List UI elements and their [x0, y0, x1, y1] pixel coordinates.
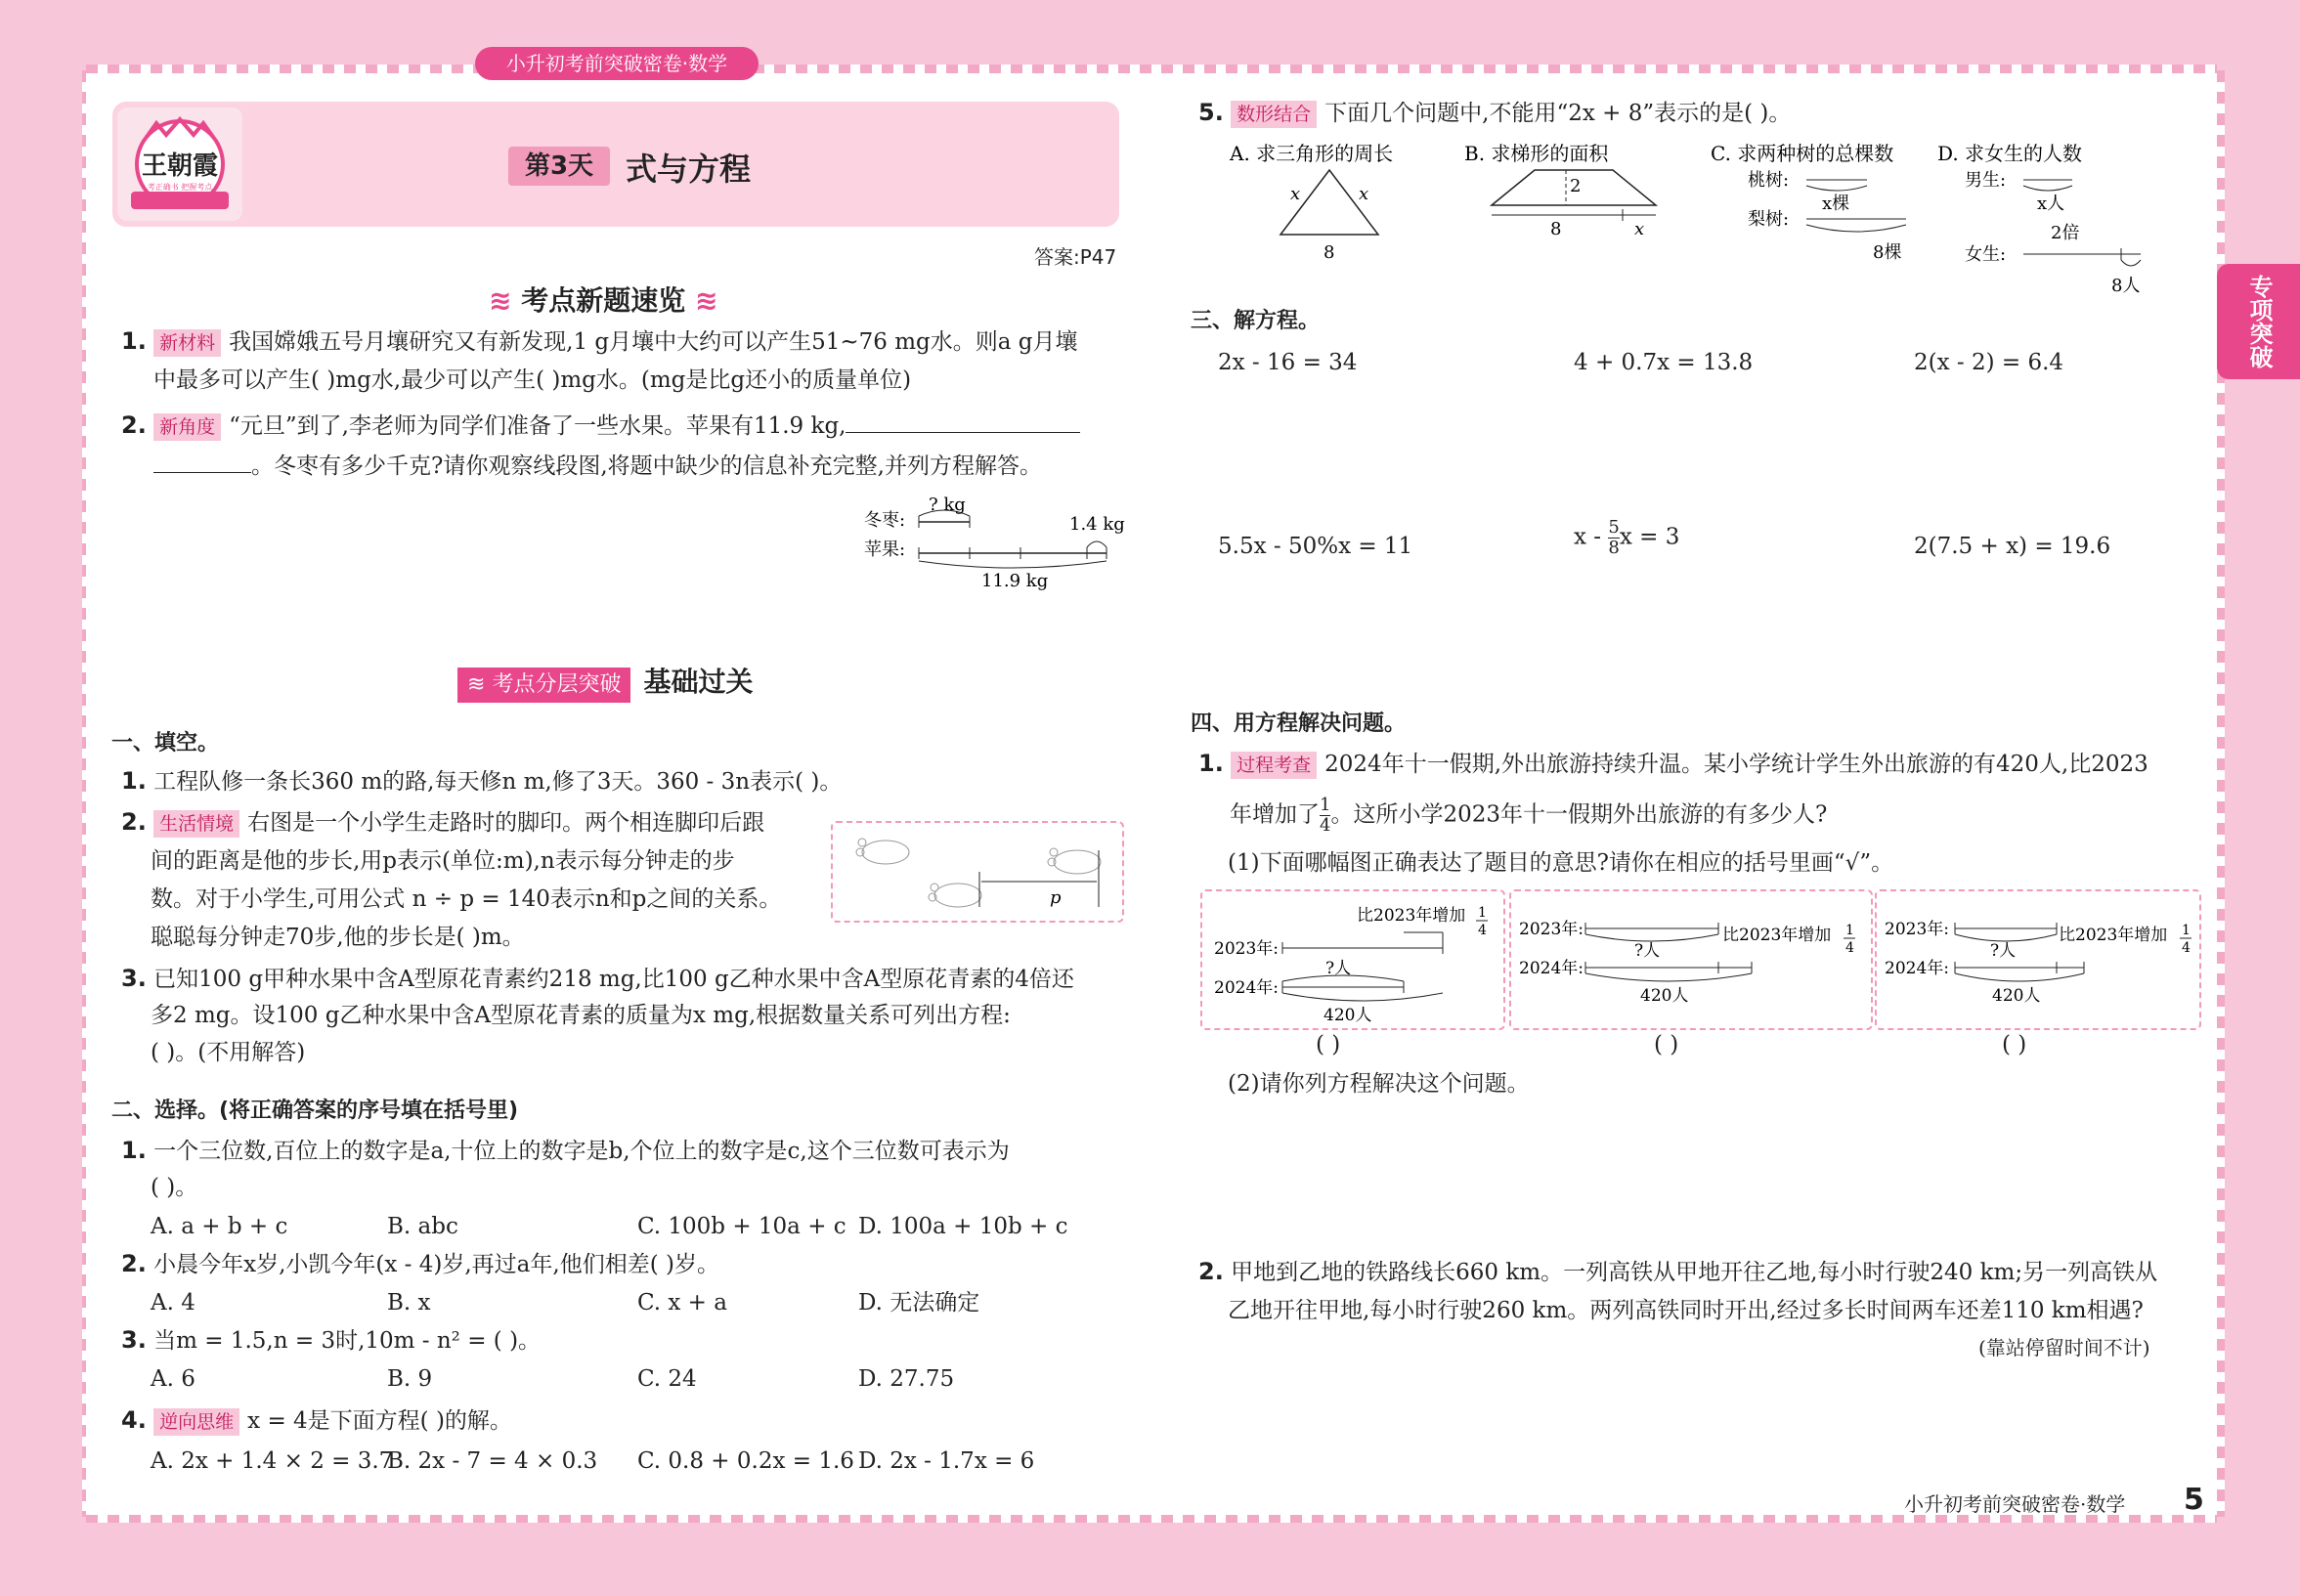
answer-blank[interactable]	[846, 432, 1080, 433]
apply-title: 四、用方程解决问题。	[1191, 712, 1407, 736]
section-badge: ≋ 考点分层突破	[457, 668, 630, 703]
apply-q1: 1. 过程考查 2024年十一假期,外出旅游持续升温。某小学统计学生外出旅游的有420人,比2023	[1198, 750, 2148, 777]
choice-q3: 3. 当m = 1.5,n = 3时,10m - n² = ( )。	[121, 1326, 542, 1354]
logo-text: 王朝霞	[141, 151, 219, 181]
day-badge: 第3天	[508, 147, 610, 186]
answer-paren-1[interactable]: ( )	[1316, 1032, 1341, 1057]
choice-q4-optB[interactable]: B. 2x - 7 = 4 × 0.3	[387, 1448, 598, 1474]
answer-reference: 答案:P47	[1034, 245, 1117, 269]
choice-q1-optB[interactable]: B. abc	[387, 1214, 458, 1239]
svg-text:x: x	[1290, 184, 1301, 204]
top-banner: 小升初考前突破密卷·数学	[475, 47, 759, 80]
choice-q3-optB[interactable]: B. 9	[387, 1366, 433, 1392]
apply-q2-line2: 乙地开往甲地,每小时行驶260 km。两列高铁同时开出,经过多长时间两车还差110 km相遇?	[1228, 1298, 2144, 1323]
choice-q3-optA[interactable]: A. 6	[151, 1366, 195, 1392]
equation-5: x - $\frac{5}{8}$ x = 3	[1574, 517, 1680, 558]
svg-text:2024年:: 2024年:	[1519, 959, 1584, 978]
choice-q4: 4. 逆向思维 x = 4是下面方程( )的解。	[121, 1406, 512, 1434]
choice-q4-optA[interactable]: A. 2x + 1.4 × 2 = 3.7	[151, 1448, 394, 1474]
fill-q2-line2: 间的距离是他的步长,用p表示(单位:m),n表示每分钟走的步	[151, 848, 735, 874]
question-s1-1-line2: 中最多可以产生( )mg水,最少可以产生( )mg水。(mg是比g还小的质量单位)	[153, 367, 912, 393]
diagram-label: 1.4 kg	[1069, 514, 1125, 535]
diagram-label: 苹果:	[864, 539, 906, 560]
tag-label: 新角度	[153, 413, 221, 441]
fill-q3: 3. 已知100 g甲种水果中含A型原花青素约218 mg,比100 g乙种水果中含A型原花青素的4倍还	[121, 965, 1074, 992]
tag-label: 数形结合	[1231, 101, 1317, 128]
fill-q2-line3: 数。对于小学生,可用公式 n ÷ p = 140表示n和p之间的关系。	[151, 886, 782, 912]
segment-diagram-fruit	[860, 493, 1134, 590]
equation-1: 2x - 16 = 34	[1218, 350, 1358, 375]
tag-label: 逆向思维	[153, 1408, 239, 1436]
svg-text:8棵: 8棵	[1873, 242, 1902, 263]
choice-q1-line2: ( )。	[151, 1175, 198, 1200]
apply-q1-sub2: (2)请你列方程解决这个问题。	[1228, 1071, 1530, 1097]
equation-4: 5.5x - 50%x = 11	[1218, 534, 1413, 559]
svg-text:2023年:: 2023年:	[1885, 920, 1949, 939]
svg-text:2倍: 2倍	[2051, 223, 2080, 243]
choice-q2: 2. 小晨今年x岁,小凯今年(x - 4)岁,再过a年,他们相差( )岁。	[121, 1250, 719, 1277]
apply-q1-sub1: (1)下面哪幅图正确表达了题目的意思?请你在相应的括号里画“√”。	[1228, 850, 1894, 876]
apply-q2-note: (靠站停留时间不计)	[1978, 1336, 2150, 1359]
svg-text:2: 2	[1570, 176, 1582, 196]
tag-label: 过程考查	[1231, 752, 1317, 779]
fill-q3-line3: ( )。(不用解答)	[151, 1040, 306, 1065]
svg-text:比2023年增加: 比2023年增加	[2059, 926, 2168, 945]
svg-text:4: 4	[1478, 923, 1487, 938]
choice-diagram-1[interactable]	[1200, 889, 1505, 1030]
option-c-label: C. 求两种树的总棵数	[1711, 142, 1894, 165]
svg-text:x棵: x棵	[1822, 194, 1850, 214]
svg-text:8人: 8人	[2111, 276, 2141, 296]
choice-title: 二、选择。(将正确答案的序号填在括号里)	[111, 1099, 519, 1123]
svg-text:x: x	[1634, 219, 1645, 239]
choice-q2-optD[interactable]: D. 无法确定	[858, 1290, 980, 1316]
apply-q2: 2. 甲地到乙地的铁路线长660 km。一列高铁从甲地开往乙地,每小时行驶240 km;另一列高铁从	[1198, 1258, 2158, 1285]
lesson-header	[112, 102, 1119, 227]
diagram-label: 冬枣:	[864, 510, 906, 531]
choice-q2-optB[interactable]: B. x	[387, 1290, 431, 1316]
svg-text:2023年:: 2023年:	[1214, 939, 1279, 959]
page-title: 式与方程	[626, 151, 752, 188]
fill-q2: 2. 生活情境 右图是一个小学生走路时的脚印。两个相连脚印后跟	[121, 808, 765, 836]
svg-text:x: x	[1359, 184, 1369, 204]
answer-paren-2[interactable]: ( )	[1654, 1032, 1679, 1057]
choice-q3-optD[interactable]: D. 27.75	[858, 1366, 955, 1392]
svg-text:1: 1	[1478, 905, 1487, 921]
side-tab: 专项突破	[2217, 264, 2300, 379]
choice-q1-optC[interactable]: C. 100b + 10a + c	[637, 1214, 846, 1239]
svg-text:2024年:: 2024年:	[1885, 959, 1949, 978]
fill-q2-line4: 聪聪每分钟走70步,他的步长是( )m。	[151, 925, 525, 950]
equation-2: 4 + 0.7x = 13.8	[1574, 350, 1754, 375]
question-5: 5. 数形结合 下面几个问题中,不能用“2x + 8”表示的是( )。	[1198, 99, 1792, 126]
choice-q3-optC[interactable]: C. 24	[637, 1366, 697, 1392]
question-s1-2: 2. 新角度 “元旦”到了,李老师为同学们准备了一些水果。苹果有11.9 kg,	[121, 409, 1080, 443]
choice-q1-optD[interactable]: D. 100a + 10b + c	[858, 1214, 1068, 1239]
svg-text:2024年:: 2024年:	[1214, 978, 1279, 998]
svg-text:男生:: 男生:	[1965, 170, 2007, 191]
svg-text:比2023年增加: 比2023年增加	[1357, 906, 1466, 926]
footprint-figure	[831, 821, 1124, 923]
svg-text:梨树:: 梨树:	[1748, 209, 1790, 230]
logo-badge-icon	[117, 108, 242, 221]
logo-subtext: 考正确书 把握考点	[147, 183, 213, 192]
choice-diagram-3[interactable]	[1875, 889, 2201, 1030]
brand-logo	[117, 108, 242, 221]
svg-text:420人: 420人	[1640, 986, 1689, 1006]
question-5-figures	[1222, 137, 2199, 303]
footer-title: 小升初考前突破密卷·数学	[1904, 1492, 2126, 1516]
wave-icon: ≋	[489, 284, 512, 317]
diagram-label: 11.9 kg	[981, 571, 1049, 590]
svg-text:8: 8	[1324, 242, 1335, 263]
equation-6: 2(7.5 + x) = 19.6	[1914, 534, 2111, 559]
wave-icon: ≋	[694, 284, 718, 317]
svg-text:比2023年增加: 比2023年增加	[1722, 926, 1832, 945]
page-number: 5	[2184, 1483, 2204, 1517]
choice-q1-optA[interactable]: A. a + b + c	[151, 1214, 288, 1239]
fill-q3-line2: 多2 mg。设100 g乙种水果中含A型原花青素的质量为x mg,根据数量关系可列出方程:	[151, 1003, 1011, 1028]
svg-text:桃树:: 桃树:	[1748, 170, 1790, 191]
answer-paren-3[interactable]: ( )	[2002, 1032, 2027, 1057]
question-s1-2-line2: 。冬枣有多少千克?请你观察线段图,将题中缺少的信息补充完整,并列方程解答。	[153, 450, 1042, 483]
apply-q1-line2: 年增加了 $\frac{1}{4}$ 。这所小学2023年十一假期外出旅游的有多少人?	[1230, 795, 1828, 836]
svg-text:1: 1	[1845, 923, 1854, 938]
choice-q4-optD[interactable]: D. 2x - 1.7x = 6	[858, 1448, 1035, 1474]
svg-text:420人: 420人	[1992, 986, 2041, 1006]
option-d-label: D. 求女生的人数	[1937, 142, 2083, 165]
choice-diagram-2[interactable]	[1509, 889, 1873, 1030]
svg-text:2023年:: 2023年:	[1519, 920, 1584, 939]
svg-text:1: 1	[2182, 923, 2191, 938]
choice-q1: 1. 一个三位数,百位上的数字是a,十位上的数字是b,个位上的数字是c,这个三位数可表示为	[121, 1137, 1010, 1164]
step-length-label: p	[1050, 887, 1062, 908]
svg-text:?人: ?人	[1634, 941, 1661, 961]
section-title-layered: ≋ 考点分层突破 基础过关	[457, 661, 754, 703]
svg-text:?人: ?人	[1990, 941, 2017, 961]
fill-q1: 1. 工程队修一条长360 m的路,每天修n m,修了3天。360 - 3n表示( )。	[121, 767, 843, 795]
svg-text:4: 4	[2182, 940, 2191, 956]
svg-text:420人: 420人	[1324, 1006, 1372, 1025]
svg-text:8: 8	[1550, 219, 1562, 239]
footprint-icon	[833, 823, 1122, 921]
svg-text:女生:: 女生:	[1965, 244, 2007, 265]
section-title-new: ≋ 考点新题速览 ≋	[489, 284, 718, 317]
equation-3: 2(x - 2) = 6.4	[1914, 350, 2064, 375]
svg-text:4: 4	[1845, 940, 1854, 956]
choice-q4-optC[interactable]: C. 0.8 + 0.2x = 1.6	[637, 1448, 854, 1474]
svg-text:?人: ?人	[1325, 959, 1352, 978]
option-a-label: A. 求三角形的周长	[1230, 142, 1394, 165]
choice-q2-optA[interactable]: A. 4	[151, 1290, 195, 1316]
choice-q2-optC[interactable]: C. x + a	[637, 1290, 727, 1316]
diagram-label: ? kg	[929, 495, 966, 515]
solve-title: 三、解方程。	[1191, 309, 1321, 333]
option-b-label: B. 求梯形的面积	[1464, 142, 1609, 165]
svg-text:x人: x人	[2037, 194, 2065, 214]
question-s1-1: 1. 新材料 我国嫦娥五号月壤研究又有新发现,1 g月壤中大约可以产生51~76 mg水。则a g月壤	[121, 327, 1078, 355]
tag-label: 生活情境	[153, 810, 239, 838]
tag-label: 新材料	[153, 329, 221, 357]
fill-title: 一、填空。	[111, 731, 220, 755]
wave-icon: ≋	[467, 672, 493, 697]
answer-blank[interactable]	[153, 472, 251, 473]
